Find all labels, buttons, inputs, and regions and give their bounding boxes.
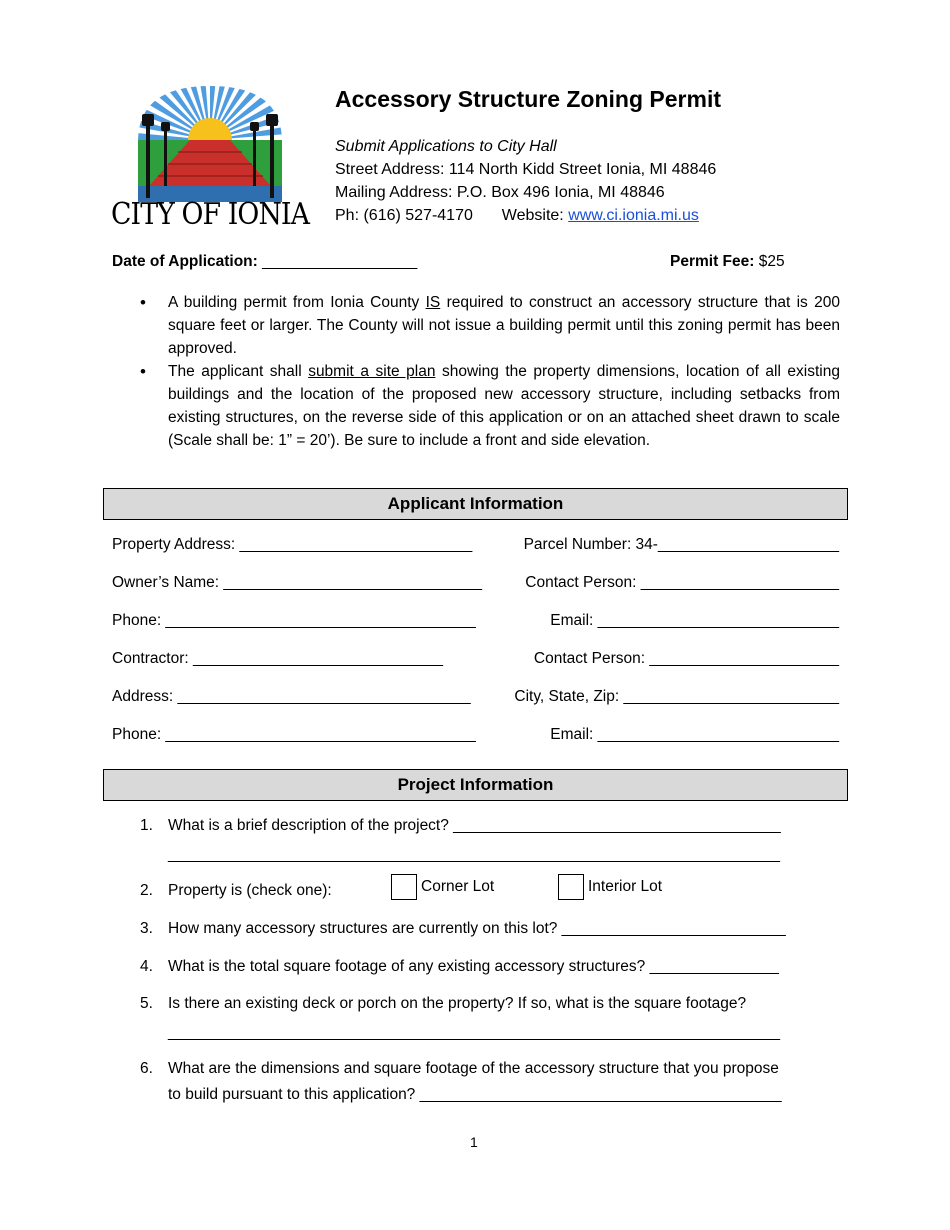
applicant-row[interactable]	[112, 612, 839, 630]
contractor-field[interactable]: Contractor: _____________________________	[112, 650, 443, 667]
city-of-ionia-logo	[108, 82, 312, 230]
mailing-address: Mailing Address: P.O. Box 496 Ionia, MI 48846	[335, 184, 665, 201]
question-number: 1.	[140, 817, 153, 834]
page-number: 1	[470, 1134, 478, 1150]
answer-line[interactable]: _______________________________________________________________________	[168, 846, 781, 863]
phone-number: Ph: (616) 527-4170	[335, 207, 473, 224]
logo-text: CITY OF IONIA	[111, 197, 311, 230]
question-project-description[interactable]: What is a brief description of the project? ______________________________________	[168, 817, 781, 834]
date-blank[interactable]: __________________	[262, 253, 418, 270]
contractor-email-field[interactable]: Email: ____________________________	[550, 726, 839, 743]
applicant-row[interactable]	[112, 574, 839, 592]
website-link[interactable]: www.ci.ionia.mi.us	[568, 207, 699, 224]
question-number: 5.	[140, 995, 153, 1012]
instruction-building-permit: • A building permit from Ionia County IS required to construct an accessory structure that is 200 square feet or larger. The County will not issue a building permit until this zoning permit has been approved.	[140, 291, 840, 360]
instructions-list	[140, 291, 840, 452]
contractor-address-field[interactable]: Address: __________________________________	[112, 688, 471, 705]
answer-line[interactable]: to build pursuant to this application? __________________________________________	[168, 1086, 782, 1103]
parcel-number-field[interactable]: Parcel Number: 34-_____________________	[523, 536, 839, 553]
question-number: 6.	[140, 1060, 153, 1077]
applicant-row[interactable]	[112, 536, 839, 554]
permit-fee	[670, 253, 785, 271]
property-address-field[interactable]: Property Address: ___________________________	[112, 536, 473, 553]
contact-line	[335, 207, 699, 225]
owner-name-field[interactable]: Owner’s Name: ______________________________	[112, 574, 483, 591]
question-number: 3.	[140, 920, 153, 937]
fee-value: $25	[758, 253, 785, 270]
interior-lot-checkbox[interactable]	[558, 874, 584, 900]
question-deck-porch: Is there an existing deck or porch on the property? If so, what is the square footage?	[168, 995, 747, 1012]
applicant-row[interactable]	[112, 650, 839, 668]
owner-phone-field[interactable]: Phone: ____________________________________	[112, 612, 476, 629]
answer-line[interactable]: _______________________________________________________________________	[168, 1024, 781, 1041]
question-number: 2.	[140, 882, 153, 899]
owner-email-field[interactable]: Email: ____________________________	[550, 612, 839, 629]
instruction-site-plan: • The applicant shall submit a site plan showing the property dimensions, location of all existing buildings and the location of the proposed new accessory structure, including setbacks from existing structures, on the reverse side of this application or on an attached sheet drawn to scale (Scale shall be: 1” = 20’). Be sure to include a front and side elevation.	[140, 360, 840, 452]
corner-lot-label: Corner Lot	[421, 878, 495, 896]
applicant-section-heading: Applicant Information	[103, 488, 848, 520]
date-of-application[interactable]	[112, 253, 417, 271]
website-label: Website:	[501, 207, 564, 224]
fee-label: Permit Fee:	[670, 253, 755, 270]
applicant-row[interactable]	[112, 688, 839, 706]
question-proposed-dimensions: What are the dimensions and square footage of the accessory structure that you propose	[168, 1060, 779, 1077]
question-property-type: Property is (check one):	[168, 882, 332, 899]
city-state-zip-field[interactable]: City, State, Zip: _________________________	[514, 688, 839, 705]
corner-lot-option[interactable]	[391, 874, 494, 900]
question-structure-count[interactable]: How many accessory structures are currently on this lot? __________________________	[168, 920, 786, 937]
submit-line: Submit Applications to City Hall	[335, 138, 557, 155]
question-existing-square-footage[interactable]: What is the total square footage of any existing accessory structures? _______________	[168, 958, 779, 975]
page-title: Accessory Structure Zoning Permit	[335, 86, 721, 112]
contractor-contact-person-field[interactable]: Contact Person: ______________________	[533, 650, 839, 667]
interior-lot-option[interactable]	[558, 874, 662, 900]
owner-contact-person-field[interactable]: Contact Person: _______________________	[525, 574, 839, 591]
street-address: Street Address: 114 North Kidd Street Ionia, MI 48846	[335, 161, 717, 178]
project-section-heading: Project Information	[103, 769, 848, 801]
date-label: Date of Application:	[112, 253, 258, 270]
applicant-row[interactable]	[112, 726, 839, 744]
question-number: 4.	[140, 958, 153, 975]
corner-lot-checkbox[interactable]	[391, 874, 417, 900]
contractor-phone-field[interactable]: Phone: ____________________________________	[112, 726, 476, 743]
interior-lot-label: Interior Lot	[588, 878, 663, 896]
